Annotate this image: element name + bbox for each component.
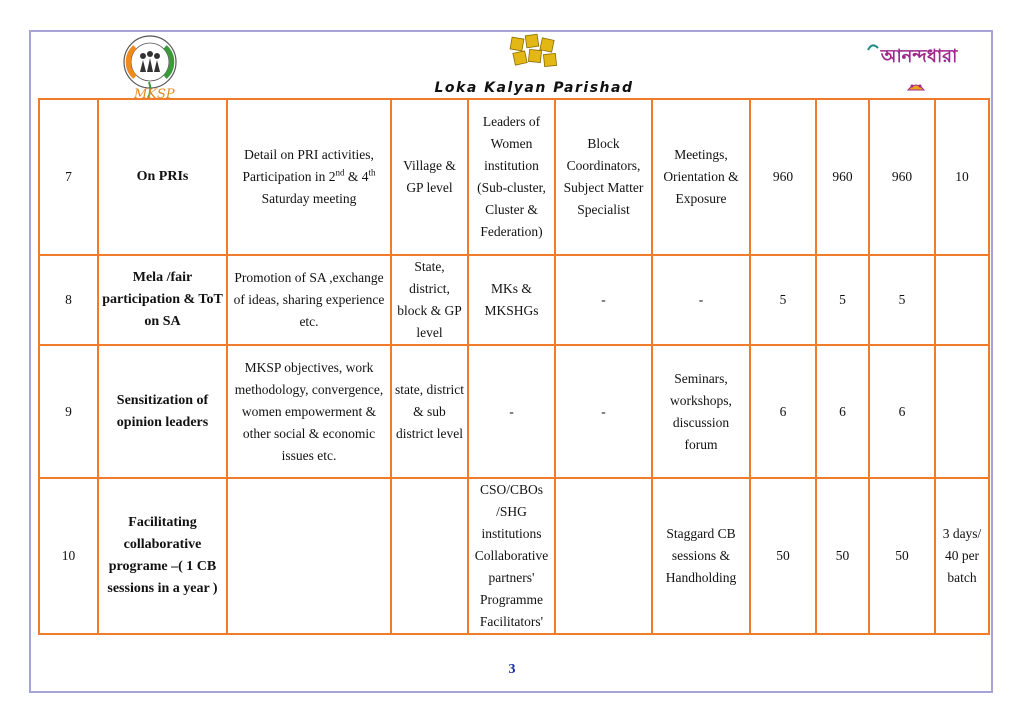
anandadhara-logo: [866, 36, 966, 98]
cell-number: 6: [816, 345, 869, 478]
table-row: [39, 478, 989, 634]
lkp-logo: [414, 32, 654, 98]
cell-number: 5: [750, 255, 816, 345]
cell-number: 5: [816, 255, 869, 345]
cell-activity: Mela /fair participation & ToT on SA: [98, 255, 227, 345]
cell-method: Seminars, workshops, discussion forum: [652, 345, 750, 478]
anandadhara-brand-text: আনন্দধারা: [880, 46, 958, 67]
cell-method: Staggard CB sessions & Handholding: [652, 478, 750, 634]
page-header: [40, 32, 988, 102]
cell-number: 6: [869, 345, 935, 478]
cell-level: [391, 478, 468, 634]
cell-number: 50: [750, 478, 816, 634]
cell-number: 50: [869, 478, 935, 634]
cell-participants: Leaders of Women institution (Sub-cluster, Cluster & Federation): [468, 99, 555, 255]
cell-resource: [555, 478, 652, 634]
cell-level: State, district, block & GP level: [391, 255, 468, 345]
cell-sl: 10: [39, 478, 98, 634]
cell-content: Detail on PRI activities, Participation in 2nd & 4th Saturday meeting: [227, 99, 391, 255]
cell-duration: 3 days/ 40 per batch: [935, 478, 989, 634]
cell-content: MKSP objectives, work methodology, convergence, women empowerment & other social & economic issues etc.: [227, 345, 391, 478]
cell-participants: MKs & MKSHGs: [468, 255, 555, 345]
anandadhara-emblem-icon: [866, 36, 966, 98]
cell-level: Village & GP level: [391, 99, 468, 255]
organisation-name: Loka Kalyan Parishad: [434, 80, 634, 96]
cell-duration: [935, 345, 989, 478]
cell-content: Promotion of SA ,exchange of ideas, sharing experience etc.: [227, 255, 391, 345]
table-row: [39, 255, 989, 345]
cell-number: 6: [750, 345, 816, 478]
cell-number: 960: [816, 99, 869, 255]
mksp-logo: [102, 32, 198, 102]
cell-activity: Facilitating collaborative programe –( 1 CB sessions in a year ): [98, 478, 227, 634]
cell-number: 50: [816, 478, 869, 634]
cell-method: Meetings, Orientation & Exposure: [652, 99, 750, 255]
cell-participants: CSO/CBOs /SHG institutions Collaborative partners' Programme Facilitators': [468, 478, 555, 634]
cell-sl: 8: [39, 255, 98, 345]
cell-number: 960: [869, 99, 935, 255]
page-number: 3: [508, 662, 516, 677]
cell-number: 5: [869, 255, 935, 345]
cell-number: 960: [750, 99, 816, 255]
cell-duration: [935, 255, 989, 345]
cell-resource: -: [555, 255, 652, 345]
cell-activity: Sensitization of opinion leaders: [98, 345, 227, 478]
activity-table: [38, 98, 990, 635]
table-row: [39, 345, 989, 478]
cell-participants: -: [468, 345, 555, 478]
cell-activity: On PRIs: [98, 99, 227, 255]
cell-sl: 7: [39, 99, 98, 255]
cell-duration: 10: [935, 99, 989, 255]
cell-method: -: [652, 255, 750, 345]
table-row: [39, 99, 989, 255]
cell-level: state, district & sub district level: [391, 345, 468, 478]
mksp-logo-text: MKSP: [134, 87, 175, 102]
cell-resource: Block Coordinators, Subject Matter Specialist: [555, 99, 652, 255]
cell-content: [227, 478, 391, 634]
cell-resource: -: [555, 345, 652, 478]
cell-sl: 9: [39, 345, 98, 478]
lkp-emblem-icon: [414, 32, 654, 78]
